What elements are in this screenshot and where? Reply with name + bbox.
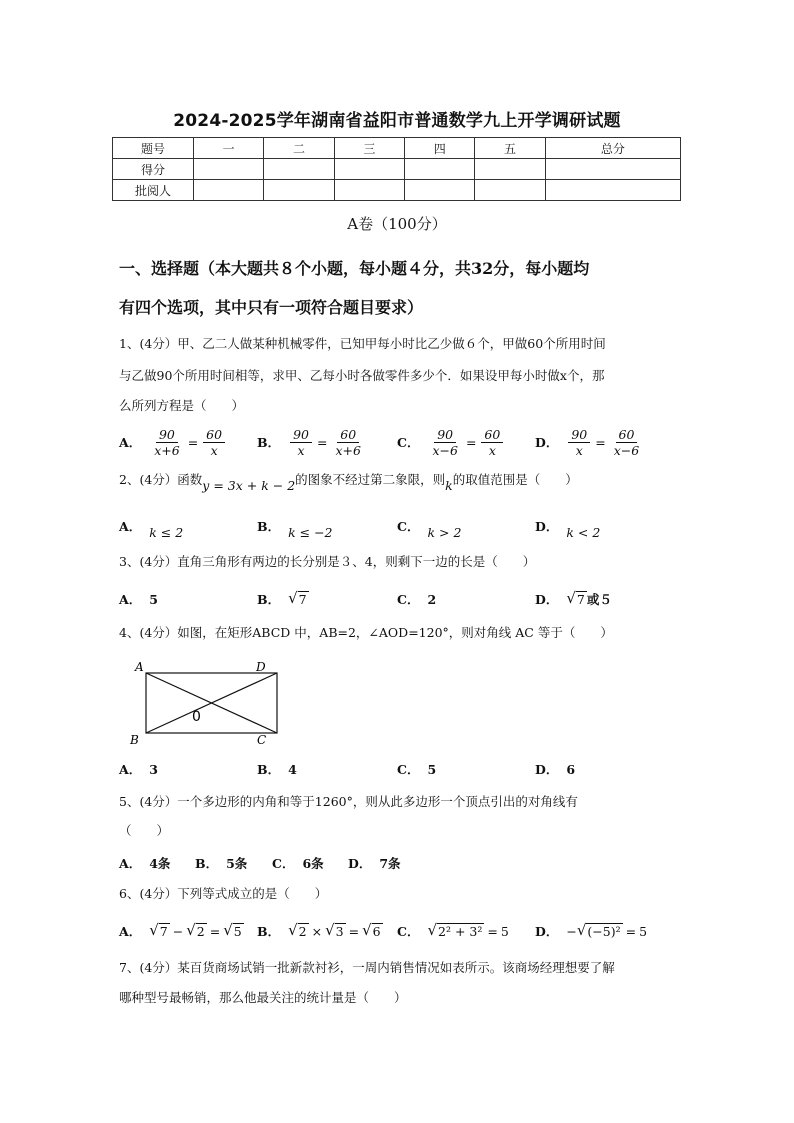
option-text: 4 (288, 761, 297, 777)
option-letter: B． (257, 435, 281, 450)
numerator: 90 (434, 427, 456, 443)
option-d[interactable]: D． $\frac{90}{x}$ = $\frac{60}{x-6}$ (535, 426, 644, 458)
question-2 (119, 472, 578, 493)
radicand: 7 (298, 592, 307, 607)
option-letter: D． (535, 435, 559, 450)
option-letter: B． (257, 519, 281, 534)
table-header-cell: 五 (475, 138, 545, 159)
sqrt: √ 7 (288, 589, 307, 607)
fraction (151, 427, 182, 458)
numerator: 60 (203, 427, 225, 443)
score-cell (405, 180, 475, 201)
score-cell (405, 159, 475, 180)
option-letter: A． (119, 519, 142, 534)
option-letter: C． (397, 762, 420, 777)
question-1-line2: 与乙做90个所用时间相等，求甲、乙每小时各做零件多少个．如果设甲每小时做x个，那 (119, 368, 605, 383)
radicand: 3 (335, 924, 344, 939)
option-letter: A． (119, 435, 142, 450)
sqrt: √ 2 (186, 921, 205, 939)
numerator: 90 (290, 427, 312, 443)
table-header-cell: 题号 (113, 138, 194, 159)
option-text: 3 (149, 761, 158, 777)
section-heading-line1: 一、选择题（本大题共８个小题，每小题４分，共32分，每小题均 (119, 259, 590, 278)
option-b[interactable] (257, 510, 333, 542)
denominator: x (488, 442, 496, 458)
question-text: 的图象不经过第二象限，则 (295, 472, 446, 487)
question-1-options (119, 426, 719, 458)
option-text: k < 2 (566, 524, 601, 540)
option-c[interactable]: C． $\frac{90}{x-6}$ = $\frac{60}{x}$ (397, 426, 505, 458)
option-letter: B． (257, 924, 281, 939)
option-letter: D． (348, 856, 372, 871)
sqrt: √ 7 (566, 589, 585, 607)
option-letter: B． (257, 762, 281, 777)
option-c[interactable] (397, 753, 436, 785)
table-header-cell: 四 (405, 138, 475, 159)
option-text: k ≤ 2 (149, 524, 184, 540)
table-header-cell: 二 (264, 138, 334, 159)
numerator: 60 (481, 427, 503, 443)
option-letter: D． (535, 519, 559, 534)
table-row (113, 180, 681, 201)
label-o: 0 (192, 709, 201, 725)
option-text: 5 (427, 761, 437, 777)
section-heading-line2: 有四个选项，其中只有一项符合题目要求） (119, 298, 424, 317)
table-header-cell: 总分 (545, 138, 680, 159)
page-title: 2024-2025学年湖南省益阳市普通数学九上开学调研试题 (173, 111, 621, 131)
option-a[interactable] (119, 583, 158, 615)
table-header-cell: 三 (334, 138, 404, 159)
sqrt: √ 2² + 3² (427, 921, 483, 939)
option-letter: D． (535, 924, 559, 939)
question-5-line1: 5、(4分）一个多边形的内角和等于1260°，则从此多边形一个顶点引出的对角线有 (119, 794, 578, 809)
option-b[interactable] (195, 847, 247, 879)
table-row (113, 159, 681, 180)
operator: − (172, 923, 184, 939)
radicand: 7 (576, 592, 585, 607)
radicand: 7 (159, 924, 168, 939)
operator: × (311, 923, 323, 939)
question-4: 4、(4分）如图，在矩形ABCD 中，AB=2，∠AOD=120°，则对角线 AC 等于（ ） (119, 625, 613, 640)
sqrt: √ 5 (223, 921, 242, 939)
denominator: x (575, 442, 583, 458)
option-letter: A． (119, 762, 142, 777)
option-letter: A． (119, 592, 142, 607)
numerator: 90 (156, 427, 178, 443)
score-cell (194, 180, 264, 201)
option-letter: B． (195, 856, 219, 871)
option-text: 6 (566, 761, 576, 777)
option-b[interactable] (257, 753, 297, 785)
result: 5 (500, 923, 509, 939)
option-text: 或５ (586, 592, 612, 607)
option-a[interactable]: A． $\frac{90}{x+6}$ = $\frac{60}{x}$ (119, 426, 227, 458)
option-text: 5条 (226, 856, 248, 871)
denominator: x (210, 442, 218, 458)
option-text: 4条 (149, 856, 171, 871)
sqrt: √ 7 (149, 921, 168, 939)
label-a: A (135, 660, 144, 674)
question-1-line3: 么所列方程是（ ） (119, 398, 245, 413)
part-a-heading: A卷（100分） (347, 215, 447, 233)
option-c[interactable] (397, 583, 436, 615)
question-3: 3、(4分）直角三角形有两边的长分别是３、4，则剩下一边的长是（ ） (119, 554, 536, 569)
question-6: 6、(4分）下列等式成立的是（ ） (119, 886, 328, 901)
table-row (113, 138, 681, 159)
sqrt: √ 3 (325, 921, 344, 939)
sqrt: √ (−5)² (576, 921, 621, 939)
score-cell (475, 180, 545, 201)
score-cell (334, 180, 404, 201)
row-label: 批阅人 (113, 180, 194, 201)
option-c[interactable] (272, 847, 324, 879)
result: 5 (639, 923, 648, 939)
sqrt: √ 6 (362, 921, 381, 939)
option-d[interactable] (535, 583, 612, 615)
score-cell (334, 159, 404, 180)
score-cell (194, 159, 264, 180)
denominator: x+6 (335, 442, 361, 458)
radicand: 2 (298, 924, 307, 939)
rectangle-figure (125, 655, 285, 750)
label-c: C (257, 733, 267, 747)
option-b[interactable]: B． $\frac{90}{x}$ = $\frac{60}{x+6}$ (257, 426, 366, 458)
numerator: 90 (568, 427, 590, 443)
question-text: 2、(4分）函数 (119, 472, 203, 487)
option-d[interactable]: D． − √ (−5)² = 5 (535, 921, 648, 939)
row-label: 得分 (113, 159, 194, 180)
question-5-options (119, 847, 719, 879)
label-b: B (130, 733, 139, 747)
option-c[interactable] (397, 510, 461, 542)
radicand: 2 (196, 924, 205, 939)
score-cell (545, 159, 680, 180)
option-letter: C． (397, 519, 420, 534)
question-7-line2: 哪种型号最畅销，那么他最关注的统计量是（ ） (119, 990, 407, 1005)
option-text: k ≤ −2 (288, 524, 333, 540)
radicand: 5 (233, 924, 242, 939)
option-a[interactable] (119, 510, 183, 542)
option-letter: C． (272, 856, 295, 871)
denominator: x−6 (432, 442, 458, 458)
option-letter: A． (119, 856, 142, 871)
option-b[interactable]: B． √ 2 × √ 3 = √ 6 (257, 921, 381, 939)
score-cell (264, 159, 334, 180)
option-text: 2 (427, 591, 437, 607)
formula: y = 3x + k − 2 (202, 478, 296, 493)
table-header-cell: 一 (194, 138, 264, 159)
denominator: x−6 (613, 442, 640, 458)
denominator: x (297, 442, 305, 458)
option-b[interactable] (257, 583, 309, 615)
option-a[interactable]: A． √ 7 − √ 2 = √ 5 (119, 921, 242, 939)
option-letter: D． (535, 762, 559, 777)
option-a[interactable] (119, 847, 170, 879)
variable: k (445, 478, 453, 493)
option-letter: C． (397, 435, 420, 450)
score-cell (264, 180, 334, 201)
fraction (429, 427, 460, 458)
question-7-line1: 7、(4分）某百货商场试销一批新款衬衫，一周内销售情况如表所示。该商场经理想要了解 (119, 960, 615, 975)
fraction (332, 427, 363, 458)
radicand: 6 (372, 924, 381, 939)
question-text: 的取值范围是（ ） (452, 472, 578, 487)
option-a[interactable] (119, 753, 158, 785)
sqrt: √ 2 (288, 921, 307, 939)
option-text: 6条 (302, 856, 324, 871)
option-letter: C． (397, 592, 420, 607)
radicand: 2² + 3² (438, 924, 483, 939)
radicand: (−5)² (587, 924, 621, 939)
denominator: x+6 (154, 442, 180, 458)
fraction (481, 427, 503, 458)
question-5-line2: （ ） (119, 823, 170, 838)
option-d[interactable] (535, 510, 600, 542)
fraction (611, 427, 642, 458)
numerator: 60 (337, 427, 359, 443)
option-d[interactable] (348, 847, 401, 879)
option-text: 5 (149, 591, 158, 607)
question-6-options (119, 915, 719, 947)
numerator: 60 (616, 427, 638, 443)
question-1-line1: 1、(4分）甲、乙二人做某种机械零件，已知甲每小时比乙少做６个，甲做60个所用时间 (119, 336, 606, 351)
fraction (290, 427, 312, 458)
question-3-options (119, 583, 719, 615)
score-cell (545, 180, 680, 201)
score-cell (475, 159, 545, 180)
score-table (112, 137, 681, 201)
option-letter: B． (257, 592, 281, 607)
option-d[interactable] (535, 753, 575, 785)
option-text: k > 2 (427, 524, 462, 540)
fraction (203, 427, 225, 458)
option-text: 7条 (379, 856, 401, 871)
option-letter: A． (119, 924, 142, 939)
option-letter: C． (397, 924, 420, 939)
question-4-options (119, 753, 719, 785)
fraction (568, 427, 590, 458)
option-letter: D． (535, 592, 559, 607)
label-d: D (256, 660, 266, 674)
question-2-options (119, 510, 719, 542)
option-c[interactable]: C． √ 2² + 3² = 5 (397, 921, 509, 939)
